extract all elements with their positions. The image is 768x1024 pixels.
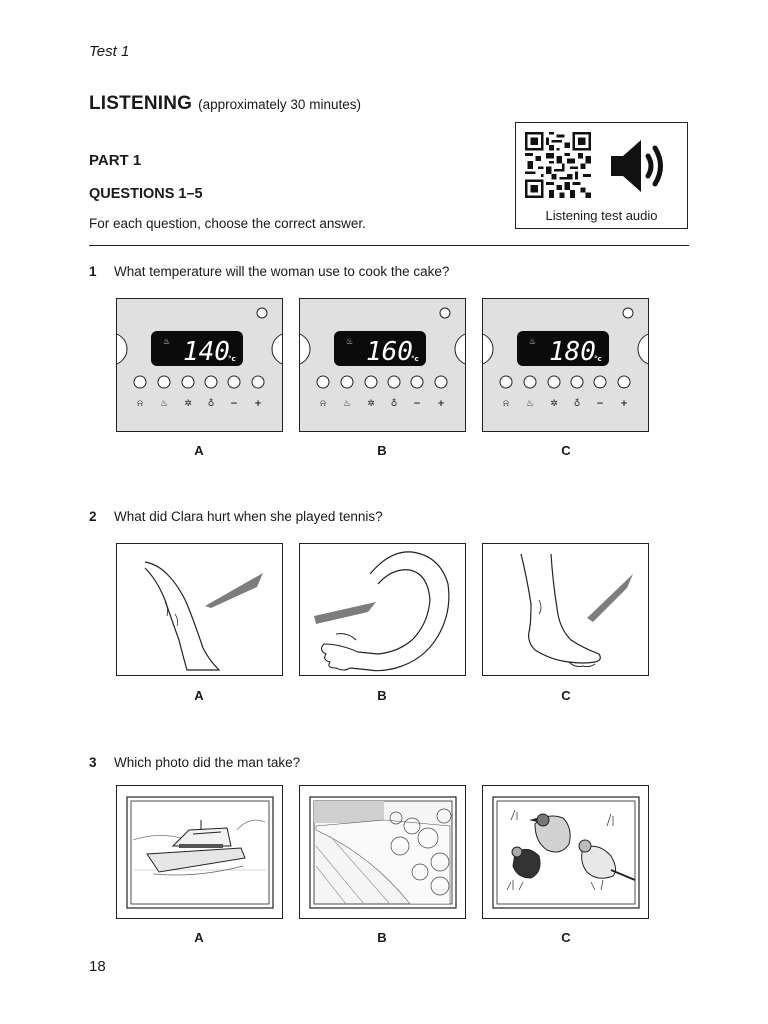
fan-icon: ✲ (367, 399, 375, 409)
oven-display-icon: ♨ (529, 337, 537, 346)
option-birds-photo[interactable] (482, 785, 649, 919)
option-label: B (377, 688, 387, 703)
section-duration: (approximately 30 minutes) (198, 97, 361, 112)
arrow-icon (314, 602, 376, 624)
question-text: What did Clara hurt when she played tennis? (114, 509, 383, 524)
option-label: A (194, 443, 204, 458)
plus-icon: + (254, 399, 262, 409)
question-text: Which photo did the man take? (114, 755, 301, 770)
speaker-icon[interactable] (608, 137, 670, 195)
question-text: What temperature will the woman use to cook the cake? (114, 264, 450, 279)
arrow-icon (587, 574, 633, 622)
audio-caption: Listening test audio (545, 208, 658, 223)
minus-icon: − (413, 399, 421, 409)
fan-icon: ✲ (184, 399, 192, 409)
oven-display-icon: ♨ (346, 337, 354, 346)
arrow-icon (205, 573, 263, 608)
fan-icon: ✲ (550, 399, 558, 409)
option-label: A (194, 930, 204, 945)
option-label: A (194, 688, 204, 703)
running-head: Test 1 (89, 43, 130, 60)
option-oven-b[interactable] (299, 298, 466, 432)
instruction-text: For each question, choose the correct answer. (89, 216, 366, 231)
heat-icon: ♨ (525, 399, 535, 409)
flame-icon: ♁ (207, 399, 215, 409)
bell-icon: ⍾ (137, 399, 143, 409)
option-knee-image[interactable] (116, 543, 283, 676)
oven-display-icon: ♨ (163, 337, 171, 346)
question-number: 1 (89, 264, 97, 279)
minus-icon: − (596, 399, 604, 409)
option-label: C (561, 688, 571, 703)
audio-box[interactable] (515, 122, 688, 229)
part-title: PART 1 (89, 152, 142, 169)
section-title (89, 93, 361, 115)
plus-icon: + (620, 399, 628, 409)
section-name: LISTENING (89, 93, 193, 114)
display-unit: °c (228, 355, 236, 363)
heat-icon: ♨ (159, 399, 169, 409)
bell-icon: ⍾ (320, 399, 326, 409)
flame-icon: ♁ (390, 399, 398, 409)
page-number: 18 (89, 958, 106, 975)
flame-icon: ♁ (573, 399, 581, 409)
minus-icon: − (230, 399, 238, 409)
option-ankle-image[interactable] (482, 543, 649, 676)
plus-icon: + (437, 399, 445, 409)
option-label: C (561, 930, 571, 945)
bell-icon: ⍾ (503, 399, 509, 409)
display-unit: °c (411, 355, 419, 363)
questions-range: QUESTIONS 1–5 (89, 186, 203, 202)
option-elbow-image[interactable] (299, 543, 466, 676)
option-garden-photo[interactable] (299, 785, 466, 919)
display-value: 160 (366, 337, 413, 367)
option-oven-c[interactable] (482, 298, 649, 432)
question-number: 3 (89, 755, 97, 770)
option-boat-photo[interactable] (116, 785, 283, 919)
option-label: B (377, 443, 387, 458)
divider (89, 245, 689, 246)
heat-icon: ♨ (342, 399, 352, 409)
display-unit: °c (594, 355, 602, 363)
display-value: 180 (549, 337, 596, 367)
option-label: B (377, 930, 387, 945)
question-number: 2 (89, 509, 97, 524)
qr-code-icon[interactable] (525, 132, 591, 198)
display-value: 140 (183, 337, 230, 367)
option-label: C (561, 443, 571, 458)
option-oven-a[interactable] (116, 298, 283, 432)
